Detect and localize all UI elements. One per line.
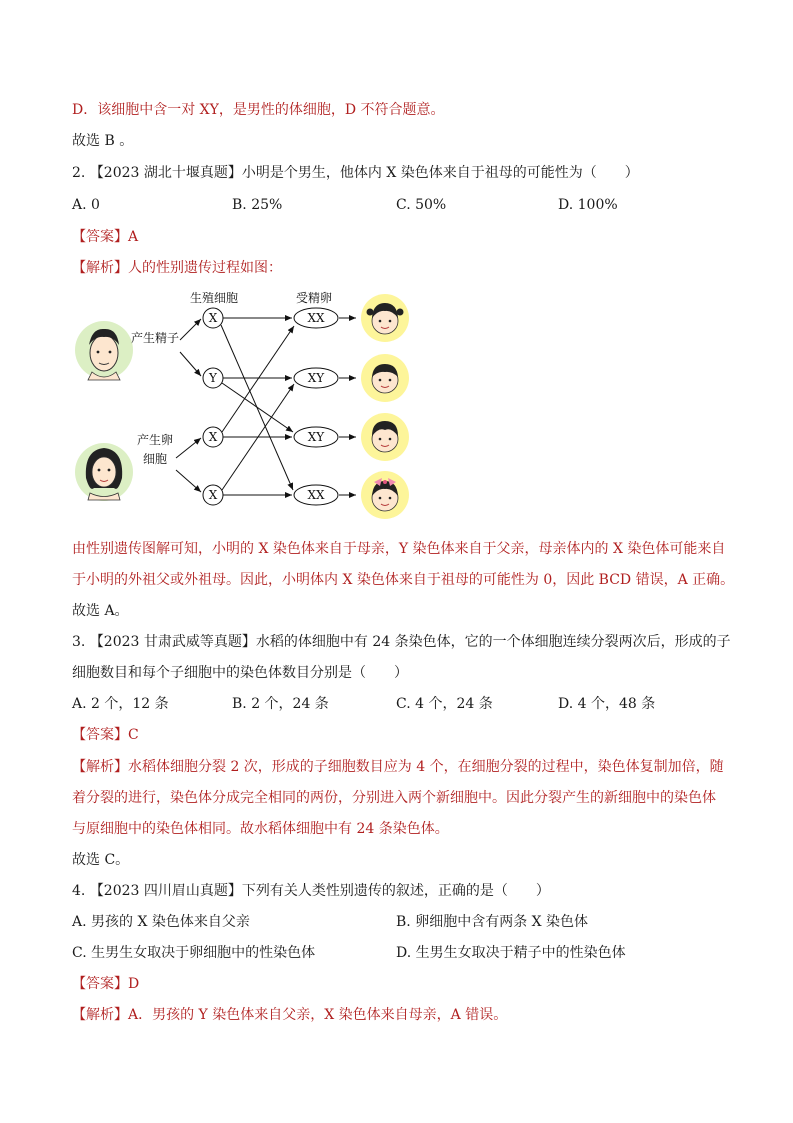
q3-stem-line2: 细胞数目和每个子细胞中的染色体数目分别是（ ） <box>72 665 408 681</box>
q1-conclusion: 故选 B 。 <box>72 133 134 149</box>
gamete-sperm-y <box>203 368 223 388</box>
zygote-column-label: 受精卵 <box>296 291 333 305</box>
q3-analysis-line2: 着分裂的进行，染色体分成完全相同的两份，分别进入两个新细胞中。因此分裂产生的新细胞中的染色体 <box>72 790 716 806</box>
egg-label-line1: 产生卵 <box>137 433 174 447</box>
svg-text:XX: XX <box>307 311 325 325</box>
q2-option-a: A. 0 <box>72 197 100 213</box>
q3-analysis-line3: 与原细胞中的染色体相同。故水稻体细胞中有 24 条染色体。 <box>72 821 449 837</box>
q3-option-c: C. 4 个，24 条 <box>396 696 493 712</box>
gamete-egg-x1 <box>203 427 223 447</box>
girl-face-icon <box>361 294 409 342</box>
father-portrait <box>75 321 133 380</box>
svg-text:XY: XY <box>307 371 325 385</box>
svg-text:XX: XX <box>307 488 325 502</box>
zygote-xx-2 <box>294 485 338 505</box>
zygote-xy-2 <box>294 427 338 447</box>
gamete-egg-x2 <box>203 485 223 505</box>
q3-conclusion: 故选 C。 <box>72 852 130 868</box>
q2-analysis-line1: 由性别遗传图解可知，小明的 X 染色体来自于母亲，Y 染色体来自于父亲，母亲体内的 X 染色体可能来自 <box>72 541 726 557</box>
egg-label-line2: 细胞 <box>143 452 168 466</box>
gamete-sperm-x <box>203 308 223 328</box>
mother-portrait <box>75 443 133 501</box>
q3-analysis-line1: 【解析】水稻体细胞分裂 2 次，形成的子细胞数目应为 4 个，在细胞分裂的过程中，染色体复制加倍，随 <box>72 759 724 775</box>
q3-option-b: B. 2 个，24 条 <box>232 696 329 712</box>
svg-text:Y: Y <box>209 371 217 385</box>
q3-stem-line1: 3. 【2023 甘肃武威等真题】水稻的体细胞中有 24 条染色体，它的一个体细胞连续分裂两次后，形成的子 <box>72 634 731 650</box>
q3-option-d: D. 4 个，48 条 <box>558 696 656 712</box>
q4-stem: 4. 【2023 四川眉山真题】下列有关人类性别遗传的叙述，正确的是（ ） <box>72 883 550 899</box>
boy-face-icon <box>361 413 409 461</box>
q3-option-a: A. 2 个，12 条 <box>72 696 169 712</box>
q4-analysis: 【解析】A．男孩的 Y 染色体来自父亲，X 染色体来自母亲，A 错误。 <box>72 1007 508 1023</box>
q2-analysis-intro: 【解析】人的性别遗传过程如图： <box>72 260 282 276</box>
svg-text:X: X <box>208 488 218 502</box>
q2-option-d: D. 100% <box>558 197 618 213</box>
q4-option-b: B. 卵细胞中含有两条 X 染色体 <box>396 914 589 930</box>
svg-text:XY: XY <box>307 430 325 444</box>
girl-face-icon <box>361 471 409 519</box>
svg-text:X: X <box>208 311 218 325</box>
q4-answer: 【答案】D <box>72 976 140 992</box>
q4-option-d: D. 生男生女取决于精子中的性染色体 <box>396 945 626 961</box>
zygote-xx-1 <box>294 308 338 328</box>
q2-option-c: C. 50% <box>396 197 447 213</box>
sperm-label: 产生精子 <box>131 331 180 345</box>
q2-option-b: B. 25% <box>232 197 283 213</box>
gamete-column-label: 生殖细胞 <box>190 291 239 305</box>
q4-option-c: C. 生男生女取决于卵细胞中的性染色体 <box>72 945 316 961</box>
q2-analysis-line2: 于小明的外祖父或外祖母。因此，小明体内 X 染色体来自于祖母的可能性为 0，因此 BCD 错误，A 正确。 <box>72 572 735 588</box>
boy-face-icon <box>361 354 409 402</box>
option-d-explanation: D．该细胞中含一对 XY，是男性的体细胞，D 不符合题意。 <box>72 102 445 118</box>
q2-answer: 【答案】A <box>72 229 139 245</box>
svg-text:X: X <box>208 430 218 444</box>
zygote-xy-1 <box>294 368 338 388</box>
q2-conclusion: 故选 A。 <box>72 603 129 619</box>
q2-stem: 2. 【2023 湖北十堰真题】小明是个男生，他体内 X 染色体来自于祖母的可能性为（ ） <box>72 165 639 181</box>
q3-answer: 【答案】C <box>72 727 139 743</box>
q4-option-a: A. 男孩的 X 染色体来自父亲 <box>72 914 250 930</box>
